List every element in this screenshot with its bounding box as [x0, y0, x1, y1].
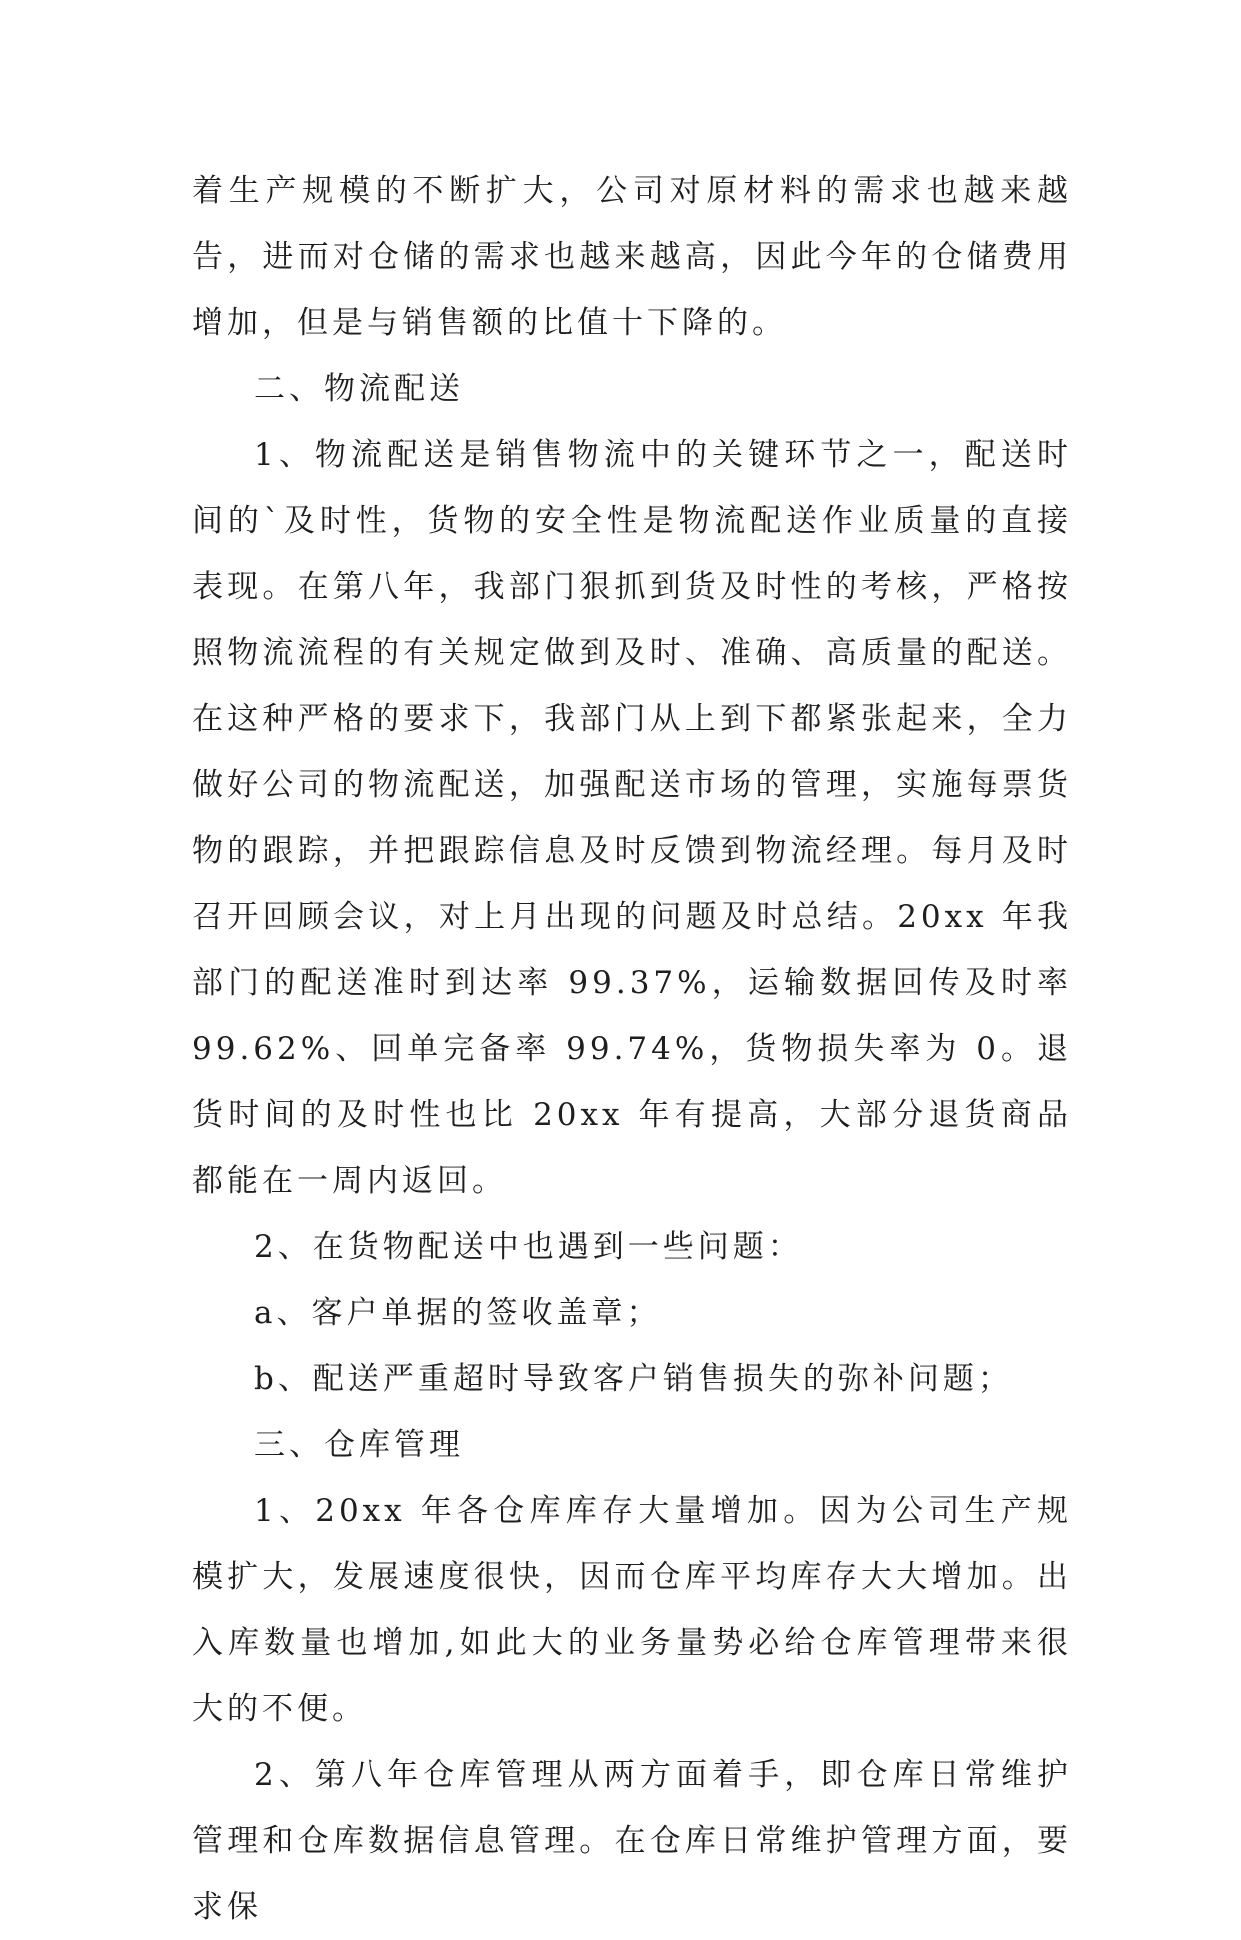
paragraph-logistics-1: 1、物流配送是销售物流中的关键环节之一，配送时间的`及时性，货物的安全性是物流配送作业质量的直接表现。在第八年，我部门狠抓到货及时性的考核，严格按照物流流程的有关规定做到及时、准确、高质量的配送。在这种严格的要求下，我部门从上到下都紧张起来，全力做好公司的物流配送，加强配送市场的管理，实施每票货物的跟踪，并把跟踪信息及时反馈到物流经理。每月及时召开回顾会议，对上月出现的问题及时总结。20xx 年我部门的配送准时到达率 99.37%，运输数据回传及时率 99.62%、回单完备率 99.74%，货物损失率为 0。退货时间的及时性也比 20xx 年有提高，大部分退货商品都能在一周内返回。: [192, 437, 1072, 1199]
list-item-b: b、配送严重超时导致客户销售损失的弥补问题；: [254, 1361, 1013, 1397]
paragraph-continuation: 着生产规模的不断扩大，公司对原材料的需求也越来越告，进而对仓储的需求也越来越高，因此今年的仓储费用增加，但是与销售额的比值十下降的。: [192, 173, 1072, 341]
section-heading-warehouse: 三、仓库管理: [254, 1427, 464, 1463]
paragraph-warehouse-2: 2、第八年仓库管理从两方面着手，即仓库日常维护管理和仓库数据信息管理。在仓库日常维护管理方面，要求保: [192, 1757, 1072, 1925]
paragraph-warehouse-1: 1、20xx 年各仓库库存大量增加。因为公司生产规模扩大，发展速度很快，因而仓库平均库存大大增加。出入库数量也增加,如此大的业务量势必给仓库管理带来很大的不便。: [192, 1493, 1072, 1727]
list-item-a: a、客户单据的签收盖章；: [254, 1295, 662, 1331]
document-body: [192, 158, 1072, 1940]
section-heading-logistics: 二、物流配送: [254, 371, 464, 407]
paragraph-logistics-2: 2、在货物配送中也遇到一些问题：: [254, 1229, 803, 1265]
